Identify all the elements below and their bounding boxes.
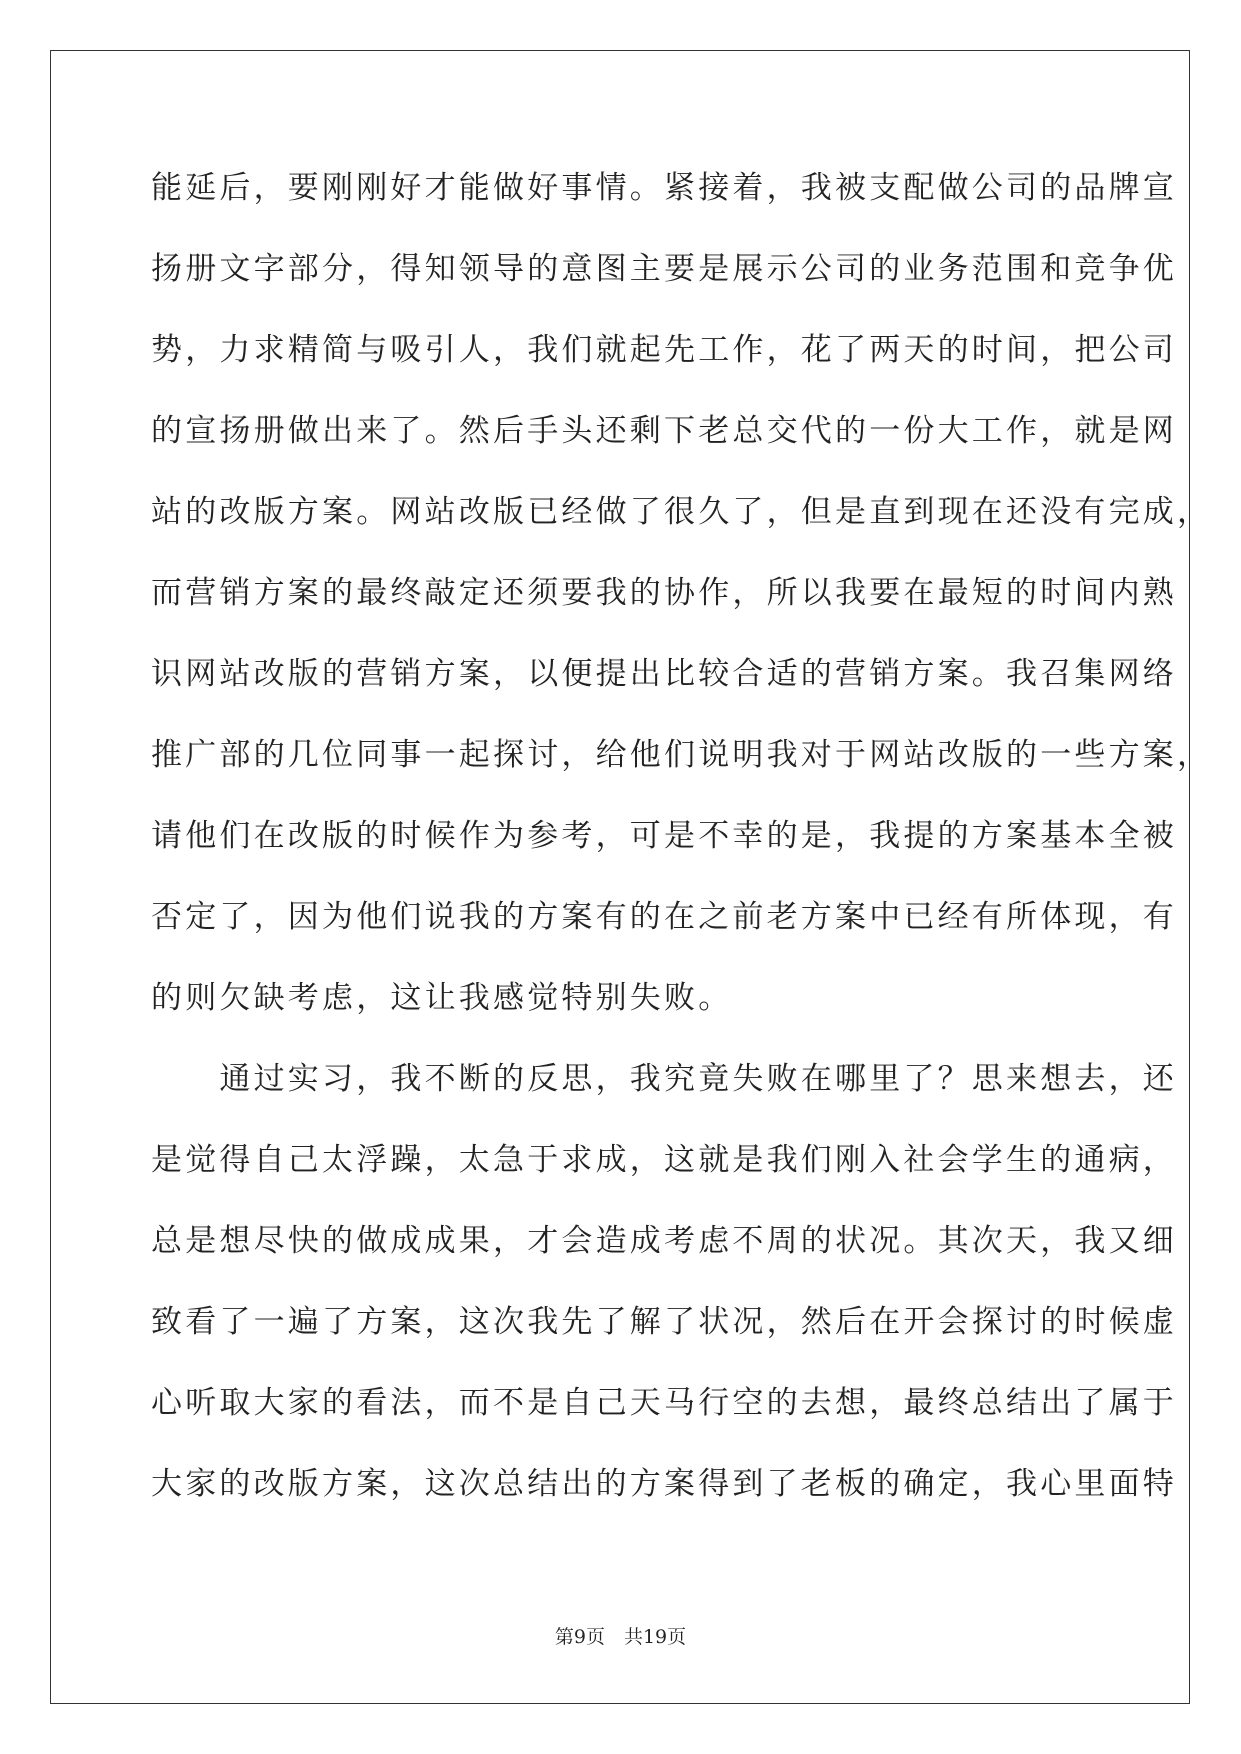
text-line: 通过实习，我不断的反思，我究竟失败在哪里了？思来想去，还 (151, 1061, 1177, 1097)
text-line: 扬册文字部分，得知领导的意图主要是展示公司的业务范围和竞争优 (151, 251, 1177, 287)
text-line: 是觉得自己太浮躁，太急于求成，这就是我们刚入社会学生的通病， (151, 1142, 1177, 1178)
text-line: 的则欠缺考虑，这让我感觉特别失败。 (151, 980, 733, 1016)
text-line: 致看了一遍了方案，这次我先了解了状况，然后在开会探讨的时候虚 (151, 1304, 1177, 1340)
text-line: 能延后，要刚刚好才能做好事情。紧接着，我被支配做公司的品牌宣 (151, 170, 1177, 206)
text-line: 识网站改版的营销方案，以便提出比较合适的营销方案。我召集网络 (151, 656, 1177, 692)
document-body (151, 162, 1212, 1539)
text-line: 站的改版方案。网站改版已经做了很久了，但是直到现在还没有完成， (151, 494, 1212, 530)
text-line: 势，力求精简与吸引人，我们就起先工作，花了两天的时间，把公司 (151, 332, 1177, 368)
text-line: 请他们在改版的时候作为参考，可是不幸的是，我提的方案基本全被 (151, 818, 1177, 854)
text-line: 的宣扬册做出来了。然后手头还剩下老总交代的一份大工作，就是网 (151, 413, 1177, 449)
text-line: 心听取大家的看法，而不是自己天马行空的去想，最终总结出了属于 (151, 1385, 1177, 1421)
text-line: 否定了，因为他们说我的方案有的在之前老方案中已经有所体现，有 (151, 899, 1177, 935)
text-line: 大家的改版方案，这次总结出的方案得到了老板的确定，我心里面特 (151, 1466, 1177, 1502)
text-line: 总是想尽快的做成成果，才会造成考虑不周的状况。其次天，我又细 (151, 1223, 1177, 1259)
page-number-footer: 第9页 共19页 (554, 1626, 687, 1648)
text-line: 推广部的几位同事一起探讨，给他们说明我对于网站改版的一些方案， (151, 737, 1212, 773)
text-line: 而营销方案的最终敲定还须要我的协作，所以我要在最短的时间内熟 (151, 575, 1177, 611)
